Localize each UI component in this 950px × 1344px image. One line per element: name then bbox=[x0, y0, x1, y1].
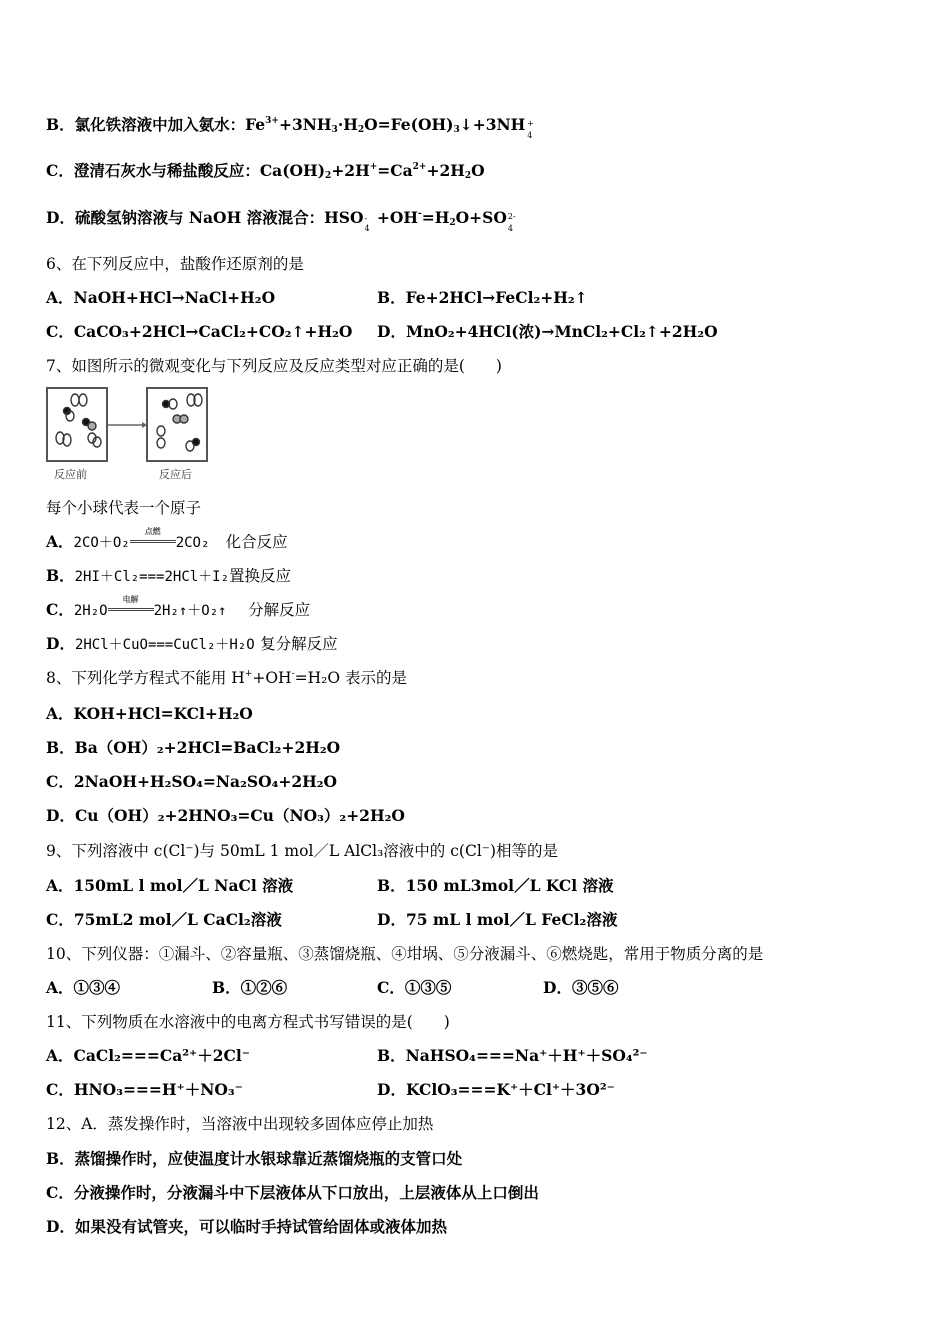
q8-stem: 8、下列化学方程式不能用 H++OH-=H₂O 表示的是 bbox=[46, 669, 407, 687]
q10-option-a: A．①③④ bbox=[46, 978, 121, 997]
q11-option-c: C．HNO₃===H⁺＋NO₃⁻ bbox=[46, 1080, 243, 1099]
condition-ignite: 点燃 bbox=[130, 532, 176, 552]
q6-option-c: C．CaCO₃+2HCl→CaCl₂+CO₂↑+H₂O bbox=[46, 322, 353, 341]
q7-option-b: B．2HI＋Cl₂===2HCl＋I₂置换反应 bbox=[46, 566, 292, 585]
q12-option-b: B．蒸馏操作时，应使温度计水银球靠近蒸馏烧瓶的支管口处 bbox=[46, 1149, 463, 1168]
q7-option-a: A．2CO＋O₂ 点燃 2CO₂ 化合反应 bbox=[46, 526, 288, 551]
q10-option-d: D．③⑤⑥ bbox=[543, 978, 619, 997]
q6-option-b: B．Fe+2HCl→FeCl₂+H₂↑ bbox=[377, 288, 588, 307]
q11-stem: 11、下列物质在水溶液中的电离方程式书写错误的是( ) bbox=[46, 1013, 450, 1031]
q11-option-a: A．CaCl₂===Ca²⁺＋2Cl⁻ bbox=[46, 1046, 250, 1065]
q8-option-d: D．Cu（OH）₂+2HNO₃=Cu（NO₃）₂+2H₂O bbox=[46, 806, 405, 825]
q12-option-c: C．分液操作时，分液漏斗中下层液体从下口放出，上层液体从上口倒出 bbox=[46, 1183, 539, 1202]
after-molecules bbox=[157, 394, 202, 451]
after-box bbox=[147, 388, 207, 461]
q9-option-d: D．75 mL l mol／L FeCl₂溶液 bbox=[377, 910, 618, 929]
q8-option-a: A．KOH+HCl=KCl+H₂O bbox=[46, 704, 253, 723]
before-label: 反应前 bbox=[54, 468, 87, 481]
microscopic-change-figure bbox=[46, 386, 216, 486]
q12-option-d: D．如果没有试管夹，可以临时手持试管给固体或液体加热 bbox=[46, 1217, 447, 1236]
condition-electrolysis: 电解 bbox=[108, 600, 154, 620]
q6-option-d: D．MnO₂+4HCl(浓)→MnCl₂+Cl₂↑+2H₂O bbox=[377, 322, 718, 341]
q11-option-b: B．NaHSO₄===Na⁺＋H⁺＋SO₄²⁻ bbox=[377, 1046, 648, 1065]
q11-option-d: D．KClO₃===K⁺＋Cl⁺＋3O²⁻ bbox=[377, 1080, 615, 1099]
q6-stem: 6、在下列反应中，盐酸作还原剂的是 bbox=[46, 255, 304, 273]
reaction-diagram bbox=[46, 386, 216, 486]
q12-option-a: 12、A．蒸发操作时，当溶液中出现较多固体应停止加热 bbox=[46, 1115, 434, 1133]
q8-option-b: B．Ba（OH）₂+2HCl=BaCl₂+2H₂O bbox=[46, 738, 341, 757]
q9-option-a: A．150mL l mol／L NaCl 溶液 bbox=[46, 876, 294, 895]
q9-stem: 9、下列溶液中 c(Cl⁻)与 50mL 1 mol／L AlCl₃溶液中的 c(Cl⁻)相等的是 bbox=[46, 842, 559, 860]
q10-option-b: B．①②⑥ bbox=[212, 978, 288, 997]
q5-option-b: B．氯化铁溶液中加入氨水：$Fe^{3+}+3NH_3\cdot H_2O=Fe(OH)_3↓+3NH$ + 4 bbox=[46, 115, 534, 140]
q7-option-c: C．2H₂O 电解 2H₂↑＋O₂↑ 分解反应 bbox=[46, 594, 311, 619]
q5-option-d: D．硫酸氢钠溶液与 NaOH 溶液混合：HSO - 4 $+OH^-=H_2O+SO$ 2- 4 bbox=[46, 208, 516, 233]
q7-stem: 7、如图所示的微观变化与下列反应及反应类型对应正确的是( ) bbox=[46, 357, 502, 375]
q8-option-c: C．2NaOH+H₂SO₄=Na₂SO₄+2H₂O bbox=[46, 772, 338, 791]
before-box bbox=[47, 388, 107, 461]
q7-note: 每个小球代表一个原子 bbox=[46, 499, 202, 517]
after-label: 反应后 bbox=[159, 468, 192, 481]
q10-stem: 10、下列仪器：①漏斗、②容量瓶、③蒸馏烧瓶、④坩埚、⑤分液漏斗、⑥燃烧匙，常用于物质分离的是 bbox=[46, 945, 764, 963]
q10-option-c: C．①③⑤ bbox=[377, 978, 452, 997]
q5-option-c: C．澄清石灰水与稀盐酸反应：$Ca(OH)_2+2H^+=Ca^{2+}+2H_2O$ bbox=[46, 161, 485, 181]
q9-option-b: B．150 mL3mol／L KCl 溶液 bbox=[377, 876, 614, 895]
q9-option-c: C．75mL2 mol／L CaCl₂溶液 bbox=[46, 910, 282, 929]
before-molecules bbox=[56, 394, 101, 447]
q7-option-d: D．2HCl＋CuO===CuCl₂＋H₂O 复分解反应 bbox=[46, 634, 338, 653]
q6-option-a: A．NaOH+HCl→NaCl+H₂O bbox=[46, 288, 276, 307]
